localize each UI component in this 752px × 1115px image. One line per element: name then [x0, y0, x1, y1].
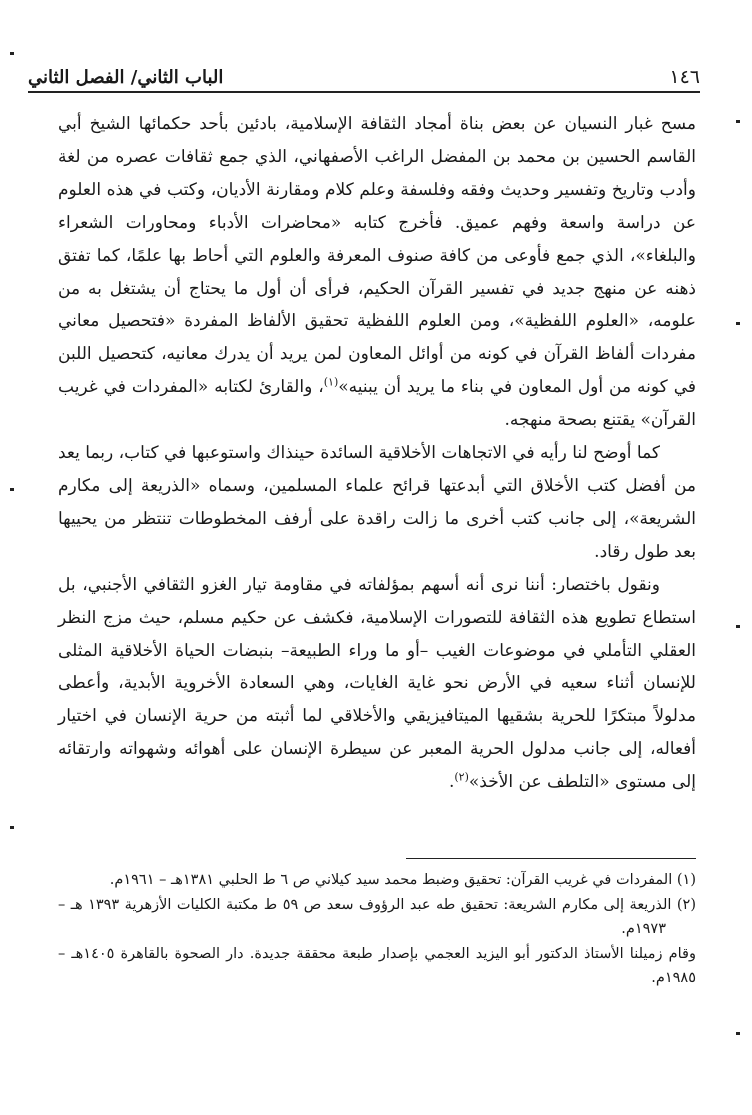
footnotes [58, 868, 696, 991]
paragraph-1-text: مسح غبار النسيان عن بعض بناة أمجاد الثقافة الإسلامية، بادئين بأحد حكمائها الشيخ أبي القاسم الحسين بن محمد بن المفضل الراغب الأصفهاني، الذي جمع ثقافات عصره من لغة وأدب وتاريخ وتفسير وحديث وفقه وفلسفة وعلم كلام ومقارنة الأديان، وكتب في هذه العلوم عن دراسة واسعة وفهم عميق. فأخرج كتابه «محاضرات الأدباء ومحاورات الشعراء والبلغاء»، الذي جمع فأوعى من كافة صنوف المعرفة والعلوم التي أحاط بها علمًا، كما تفتق ذهنه عن منهج جديد في تفسير القرآن الحكيم، فرأى أن أول ما يحتاج أن يشتغل به من علومه، «العلوم اللفظية»، ومن العلوم اللفظية تحقيق الألفاظ المفردة «فتحصيل معاني مفردات ألفاظ القرآن في كونه من أوائل المعاون لمن يريد أن يدرك معانيه، كتحصيل اللبن في كونه من أول المعاون في بناء ما يريد أن يبنيه» [58, 114, 696, 398]
footnote-ref-2: (٢) [454, 770, 469, 784]
running-header [28, 58, 700, 88]
margin-mark [10, 826, 14, 829]
paragraph-3 [58, 569, 696, 799]
header-divider [28, 91, 700, 93]
footnote-1: (١) المفردات في غريب القرآن: تحقيق وضبط محمد سيد كيلاني ص ٦ ط الحلبي ١٣٨١هـ – ١٩٦١م. [109, 872, 696, 888]
footnote-divider [406, 858, 696, 859]
margin-mark [10, 488, 14, 491]
margin-mark [736, 625, 740, 628]
main-text [58, 108, 696, 799]
margin-mark [736, 120, 740, 123]
margin-mark [736, 1032, 740, 1035]
paragraph-1 [58, 108, 696, 437]
footnote-ref-1: (١) [323, 375, 339, 389]
footnote-2-continuation: وقام زميلنا الأستاذ الدكتور أبو اليزيد العجمي بإصدار طبعة محققة جديدة. دار الصحوة بالقاهرة ١٤٠٥هـ – ١٩٨٥م. [58, 945, 696, 986]
footnote-2: (٢) الذريعة إلى مكارم الشريعة: تحقيق طه عبد الرؤوف سعد ص ٥٩ ط مكتبة الكليات الأزهرية ١٣٩٣ هـ – ١٩٧٣م. [58, 896, 696, 937]
chapter-title: الباب الثاني/ الفصل الثاني [28, 67, 224, 88]
margin-mark [736, 322, 740, 325]
margin-mark [10, 52, 14, 55]
paragraph-1-end: ، والقارئ لكتابه «المفردات في غريب القرآن» يقتنع بصحة منهجه. [58, 377, 696, 431]
paragraph-2: كما أوضح لنا رأيه في الاتجاهات الأخلاقية السائدة حينذاك واستوعبها في كتاب، ربما يعد من أفضل كتب الأخلاق التي أبدعتها قرائح علماء المسلمين، وسماه «الذريعة إلى مكارم الشريعة»، إلى جانب كتب أخرى ما زالت راقدة على أرفف المخطوطات تنتظر من يحييها بعد طول رقاد. [58, 443, 696, 562]
page-number: ١٤٦ [669, 66, 700, 88]
paragraph-3-end: . [448, 772, 455, 793]
paragraph-3-text: ونقول باختصار: أننا نرى أنه أسهم بمؤلفاته في مقاومة تيار الغزو الثقافي الأجنبي، بل استطاع تطويع هذه الثقافة للتصورات الإسلامية، فكشف عن حكيم مسلم، حيث مزج النظر العقلي التأملي في موضوعات الغيب –أو ما وراء الطبيعة– بنبضات الحياة الأخلاقية المثلى للإنسان أثناء سعيه في الأرض نحو غاية الغايات، وهي السعادة الأخروية الأبدية، وأعطى مدلولاً مبتكرًا للحرية بشقيها الميتافيزيقي والأخلاقي لما أثبته من حرية الإنسان في اختيار أفعاله، إلى جانب مدلول الحرية المعبر عن سيطرة الإنسان على أهوائه وشهواته وارتقائه إلى مستوى «التلطف عن الأخذ» [58, 574, 696, 793]
